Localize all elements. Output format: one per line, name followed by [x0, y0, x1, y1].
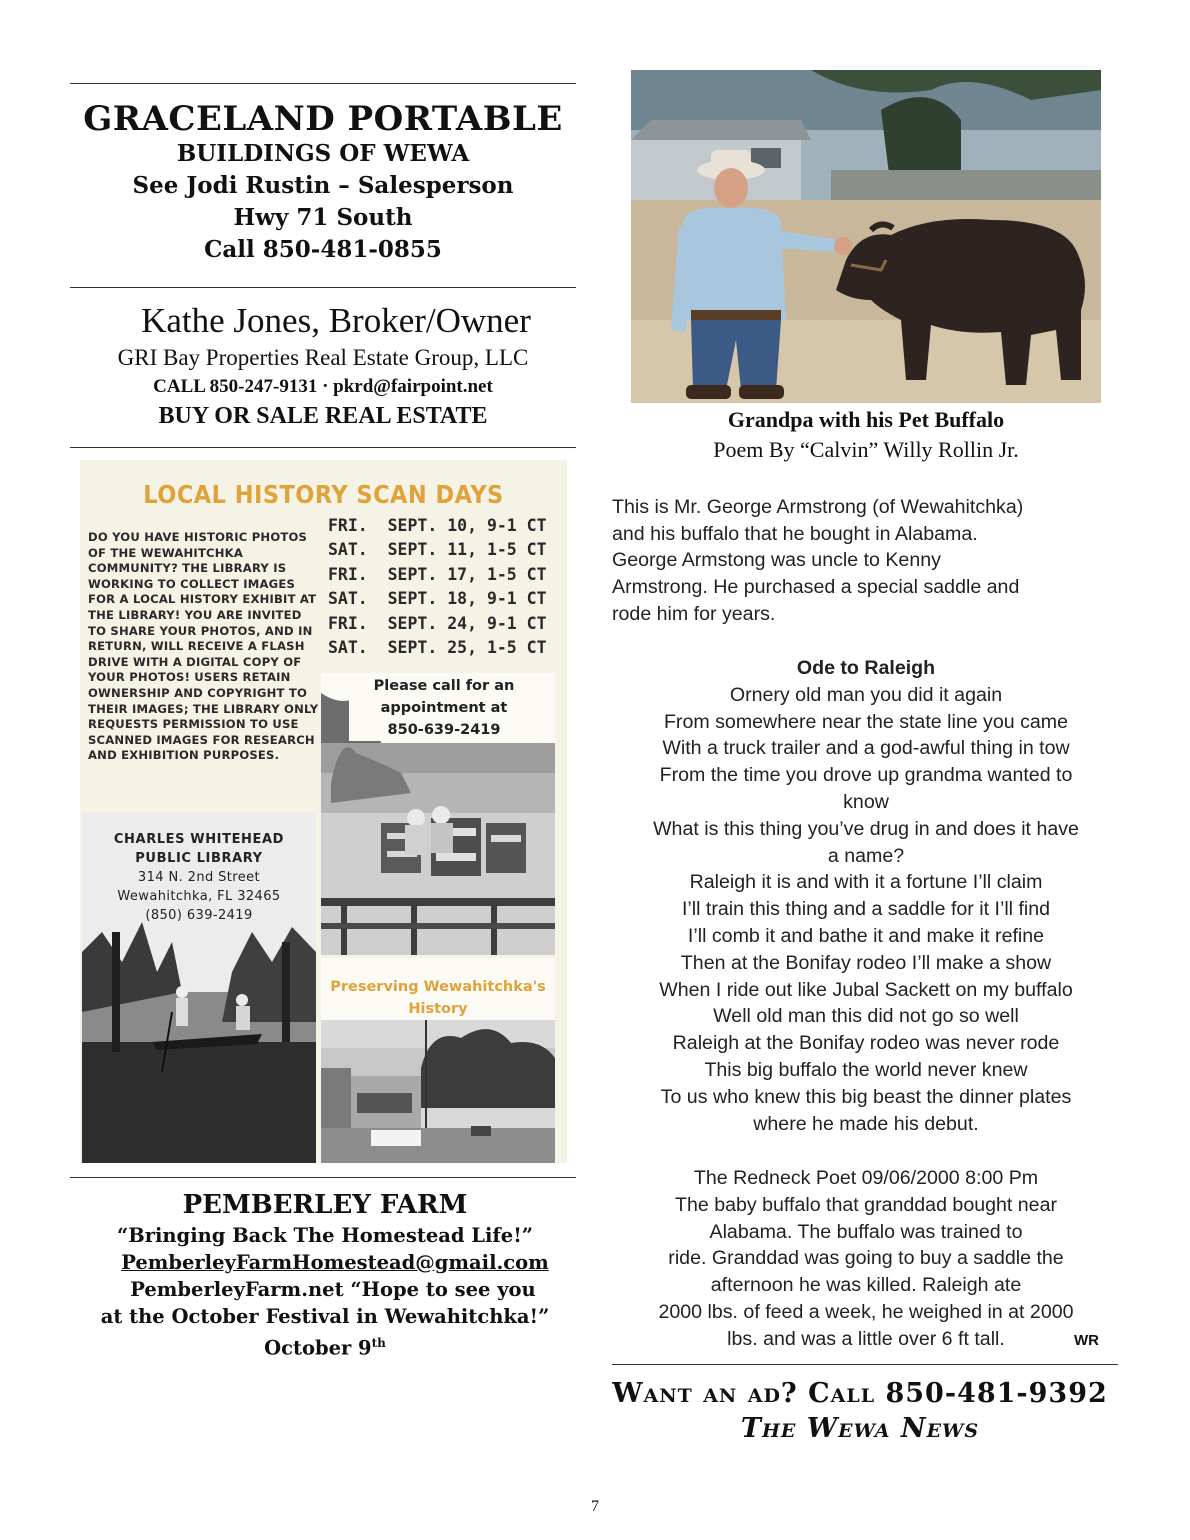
broker-name: Kathe Jones, Broker/Owner: [141, 301, 531, 340]
broker-tagline: BUY OR SALE REAL ESTATE: [158, 403, 488, 429]
photo-caption: [610, 405, 1122, 465]
poem-line: a name?: [827, 844, 905, 867]
appointment-info: [349, 675, 539, 741]
appointment-line: appointment at: [380, 700, 508, 716]
story-line: and his buffalo that he bought in Alabama.: [612, 522, 978, 545]
author-initials: WR: [1074, 1332, 1099, 1349]
poem-line: Raleigh it is and with it a fortune I’ll claim: [689, 871, 1043, 894]
scan-date: SAT. SEPT. 25, 1-5 CT: [328, 638, 547, 658]
kathe-jones-ad: [70, 300, 576, 431]
flyer-title: LOCAL HISTORY SCAN DAYS: [143, 480, 504, 509]
poem-line: With a truck trailer and a god-awful thing in tow: [662, 737, 1070, 760]
preserving-line: Preserving Wewahitchka's: [330, 979, 546, 995]
scan-date: FRI. SEPT. 24, 9-1 CT: [328, 613, 547, 633]
library-city: Wewahitchka, FL 32465: [117, 889, 281, 904]
newspaper-name: The Wewa News: [740, 1413, 980, 1444]
scan-date: FRI. SEPT. 10, 9-1 CT: [328, 516, 547, 535]
grandpa-buffalo-image: [631, 70, 1101, 403]
pemberley-email-link[interactable]: PemberleyFarmHomestead@gmail.com: [121, 1251, 549, 1274]
caption-title: Grandpa with his Pet Buffalo: [727, 407, 1005, 432]
poem-line: I’ll train this thing and a saddle for it I’ll find: [681, 898, 1051, 921]
library-name: CHARLES WHITEHEAD: [113, 832, 285, 847]
poem-line: Raleigh at the Bonifay rodeo was never rode: [672, 1032, 1060, 1055]
footnote-line: The Redneck Poet 09/06/2000 8:00 Pm: [693, 1167, 1039, 1189]
poet-footnote: [600, 1165, 1132, 1353]
scan-date: FRI. SEPT. 17, 1-5 CT: [328, 564, 547, 584]
poem-line: I’ll comb it and bathe it and make it refine: [687, 924, 1045, 947]
divider: [70, 1177, 576, 1178]
want-ad-line: Want an ad? Call 850-481-9392: [612, 1378, 1108, 1409]
divider: [70, 83, 576, 84]
poem-title: Ode to Raleigh: [796, 657, 936, 679]
graceland-line: BUILDINGS OF WEWA: [176, 140, 470, 167]
preserving-caption: [321, 976, 555, 1020]
graceland-phone: Call 850-481-0855: [204, 236, 442, 263]
poem-line: From somewhere near the state line you came: [663, 710, 1069, 733]
scan-days-flyer: [80, 460, 567, 1163]
graceland-line: Hwy 71 South: [233, 204, 413, 231]
divider: [612, 1364, 1118, 1365]
broker-contact: CALL 850-247-9131 · pkrd@fairpoint.net: [153, 376, 493, 397]
flyer-intro: DO YOU HAVE HISTORIC PHOTOS OF THE WEWAHITCHKA COMMUNITY? THE LIBRARY IS WORKING TO COLLECT IMAGES FOR A LOCAL HISTORY EXHIBIT AT THE LIBRARY! YOU ARE INVITED TO SHARE YOUR PHOTOS, AND IN RETURN, WILL RECEIVE A FLASH DRIVE WITH A DIGITAL COPY OF YOUR PHOTOS! USERS RETAIN OWNERSHIP AND COPYRIGHT TO THEIR IMAGES; THE LIBRARY ONLY REQUESTS PERMISSION TO USE SCANNED IMAGES FOR RESEARCH AND EXHIBITION PURPOSES.: [88, 530, 319, 763]
footnote-line: The baby buffalo that granddad bought near: [674, 1193, 1058, 1216]
scan-date: SAT. SEPT. 18, 9-1 CT: [328, 589, 547, 609]
want-ad-banner: [600, 1378, 1120, 1444]
story-line: This is Mr. George Armstrong (of Wewahitchka): [612, 496, 1024, 518]
street-photo-panel: [321, 958, 555, 1163]
graceland-line: See Jodi Rustin – Salesperson: [132, 172, 514, 199]
poem-line: know: [843, 790, 889, 813]
graceland-ad: [70, 100, 576, 266]
poem-line: Ornery old man you did it again: [729, 683, 1003, 706]
footnote-line: 2000 lbs. of feed a week, he weighed in at 2000: [658, 1300, 1074, 1323]
footnote-line: lbs. and was a little over 6 ft tall.: [727, 1327, 1005, 1350]
preserving-line: History: [408, 1001, 468, 1017]
poem-line: Well old man this did not go so well: [713, 1005, 1019, 1028]
caption-byline: Poem By “Calvin” Willy Rollin Jr.: [713, 437, 1019, 462]
pemberley-title: PEMBERLEY FARM: [182, 1190, 468, 1220]
poem-line: From the time you drove up grandma wanted to: [659, 764, 1073, 787]
pemberley-slogan: “Bringing Back The Homestead Life!”: [117, 1224, 533, 1247]
divider: [70, 287, 576, 288]
beekeeping-photo-panel: [321, 673, 555, 955]
broker-company: GRI Bay Properties Real Estate Group, LLC: [117, 345, 529, 370]
library-street: 314 N. 2nd Street: [137, 870, 261, 885]
story-line: Armstrong. He purchased a special saddle and: [612, 576, 1020, 599]
pemberley-farm-ad: [60, 1188, 590, 1362]
library-phone: (850) 639-2419: [145, 908, 253, 923]
poem: [600, 655, 1132, 1137]
footnote-line: ride. Granddad was going to buy a saddle the: [668, 1247, 1064, 1270]
poem-line: What is this thing you’ve drug in and does it have: [653, 817, 1079, 840]
library-info: [88, 830, 310, 925]
pemberley-date: October 9th: [264, 1336, 386, 1360]
graceland-title: GRACELAND PORTABLE: [83, 99, 563, 139]
poem-line: Then at the Bonifay rodeo I’ll make a show: [680, 951, 1052, 974]
footnote-line: Alabama. The buffalo was trained to: [709, 1220, 1023, 1243]
pemberley-web-line: PemberleyFarm.net “Hope to see you: [130, 1278, 536, 1301]
page-number: 7: [591, 1498, 599, 1515]
footnote-line: afternoon he was killed. Raleigh ate: [710, 1274, 1022, 1297]
story-paragraph: [612, 494, 1132, 628]
story-line: George Armstong was uncle to Kenny: [612, 549, 941, 572]
poem-line: This big buffalo the world never knew: [704, 1058, 1028, 1081]
poem-line: To us who knew this big beast the dinner plates: [660, 1085, 1072, 1108]
poem-line: When I ride out like Jubal Sackett on my buffalo: [659, 978, 1073, 1001]
swamp-photo-panel: [82, 812, 316, 1163]
grandpa-buffalo-photo: [631, 70, 1101, 403]
divider: [70, 447, 576, 448]
library-name: PUBLIC LIBRARY: [135, 851, 263, 866]
pemberley-festival-line: at the October Festival in Wewahitchka!”: [100, 1305, 550, 1328]
poem-line: where he made his debut.: [753, 1112, 979, 1135]
flyer-dates: [328, 514, 563, 660]
story-line: rode him for years.: [612, 602, 776, 625]
appointment-line: Please call for an: [373, 678, 515, 694]
appointment-phone: 850-639-2419: [387, 722, 501, 738]
scan-date: SAT. SEPT. 11, 1-5 CT: [328, 540, 547, 560]
